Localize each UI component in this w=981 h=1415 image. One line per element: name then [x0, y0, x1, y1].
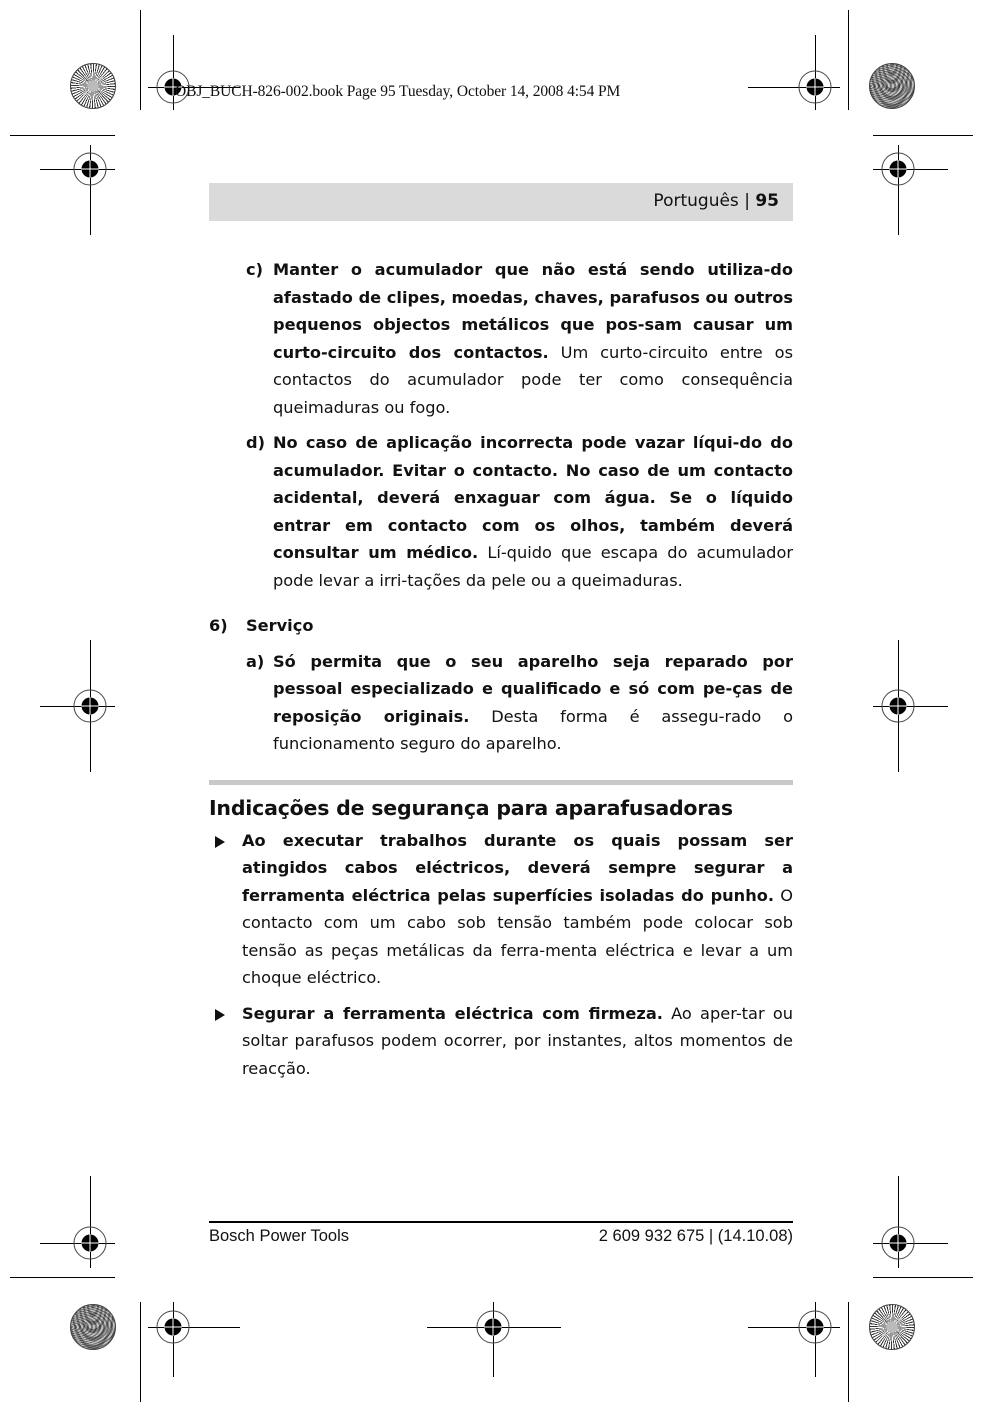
bullet-bold-text: Ao executar trabalhos durante os quais possam ser atingidos cabos eléctricos, deverá sempre segurar a ferramenta eléctrica pelas superfícies isoladas do punho. [242, 830, 793, 905]
triangle-bullet-icon [215, 836, 225, 848]
print-slug: OBJ_BUCH-826-002.book Page 95 Tuesday, October 14, 2008 4:54 PM [175, 83, 621, 100]
list-item-a [209, 648, 793, 758]
list-item-d [209, 429, 793, 594]
trim-line [140, 1302, 141, 1402]
moire-target-icon [70, 1304, 116, 1350]
bullet-text [242, 1000, 793, 1083]
registration-mark-icon [880, 151, 916, 187]
footer-brand: Bosch Power Tools [209, 1227, 350, 1245]
trim-line [848, 1302, 849, 1402]
trim-line [140, 10, 141, 110]
item-label: a) [246, 651, 265, 671]
item-normal-text: Desta forma é assegu-rado o funcionamento seguro do aparelho. [273, 706, 793, 753]
item-bold-text: Só permita que o seu aparelho seja reparado por pessoal especializado e qualificado e só com pe-ças de reposição originais. [273, 651, 793, 726]
registration-mark-icon [72, 688, 108, 724]
page-number: 95 [755, 191, 779, 211]
item-bold-text: No caso de aplicação incorrecta pode vazar líqui-do do acumulador. Evitar o contacto. No caso de um contacto acidental, deverá enxaguar com água. Se o líquido entrar em contacto com os olhos, também deverá consultar um médico. [273, 433, 793, 562]
bullet-bold-text: Segurar a ferramenta eléctrica com firmeza. [242, 1003, 663, 1023]
header-language: Português [653, 191, 739, 211]
registration-mark-icon [475, 1309, 511, 1345]
page-header [209, 183, 793, 221]
trim-line [848, 10, 849, 110]
moire-target-icon [869, 63, 915, 109]
registration-mark-icon [797, 69, 833, 105]
bullet-normal-text: O contacto com um cabo sob tensão também pode colocar sob tensão as peças metálicas da ferra-menta eléctrica e levar a um choque eléctrico. [242, 885, 793, 987]
registration-mark-icon [155, 1309, 191, 1345]
item-normal-text: Um curto-circuito entre os contactos do acumulador pode ter como consequência queimaduras ou fogo. [273, 342, 793, 417]
section-heading: Indicações de segurança para aparafusadoras [209, 795, 733, 820]
footer-rule [209, 1221, 793, 1223]
registration-mark-icon [72, 1225, 108, 1261]
bullet-text [242, 827, 793, 992]
item-text [273, 648, 793, 758]
page-content [209, 256, 793, 1082]
list-item-c [209, 256, 793, 421]
section-number: 6) [209, 616, 228, 635]
item-bold-text: Manter o acumulador que não está sendo utiliza-do afastado de clipes, moedas, chaves, parafusos ou outros pequenos objectos metálicos que pos-sam causar um curto-circuito dos contactos. [273, 260, 793, 362]
item-label: c) [246, 260, 263, 279]
starburst-target-icon [869, 1304, 915, 1350]
footer-doc-code: 2 609 932 675 | (14.10.08) [598, 1227, 793, 1245]
triangle-bullet-icon [215, 1009, 225, 1021]
item-normal-text: Lí-quido que escapa do acumulador pode levar a irri-tações da pele ou a queimaduras. [273, 543, 794, 590]
registration-mark-icon [72, 151, 108, 187]
trim-line [10, 135, 115, 136]
trim-line [10, 1277, 115, 1278]
item-text [273, 429, 793, 594]
section-divider [209, 780, 793, 785]
header-separator: | [744, 191, 750, 211]
header-text [653, 191, 779, 211]
section-heading-6 [209, 612, 793, 640]
bullet-item [209, 827, 793, 992]
starburst-target-icon [70, 63, 116, 109]
registration-mark-icon [797, 1309, 833, 1345]
bullet-item [209, 1000, 793, 1083]
trim-line [873, 135, 973, 136]
registration-mark-icon [880, 688, 916, 724]
registration-mark-icon [880, 1225, 916, 1261]
trim-line [873, 1277, 973, 1278]
item-text [273, 256, 793, 421]
bullet-normal-text: Ao aper-tar ou soltar parafusos podem ocorrer, por instantes, altos momentos de reacção. [242, 1003, 793, 1078]
section-title: Serviço [246, 616, 314, 635]
item-label: d) [246, 433, 265, 452]
